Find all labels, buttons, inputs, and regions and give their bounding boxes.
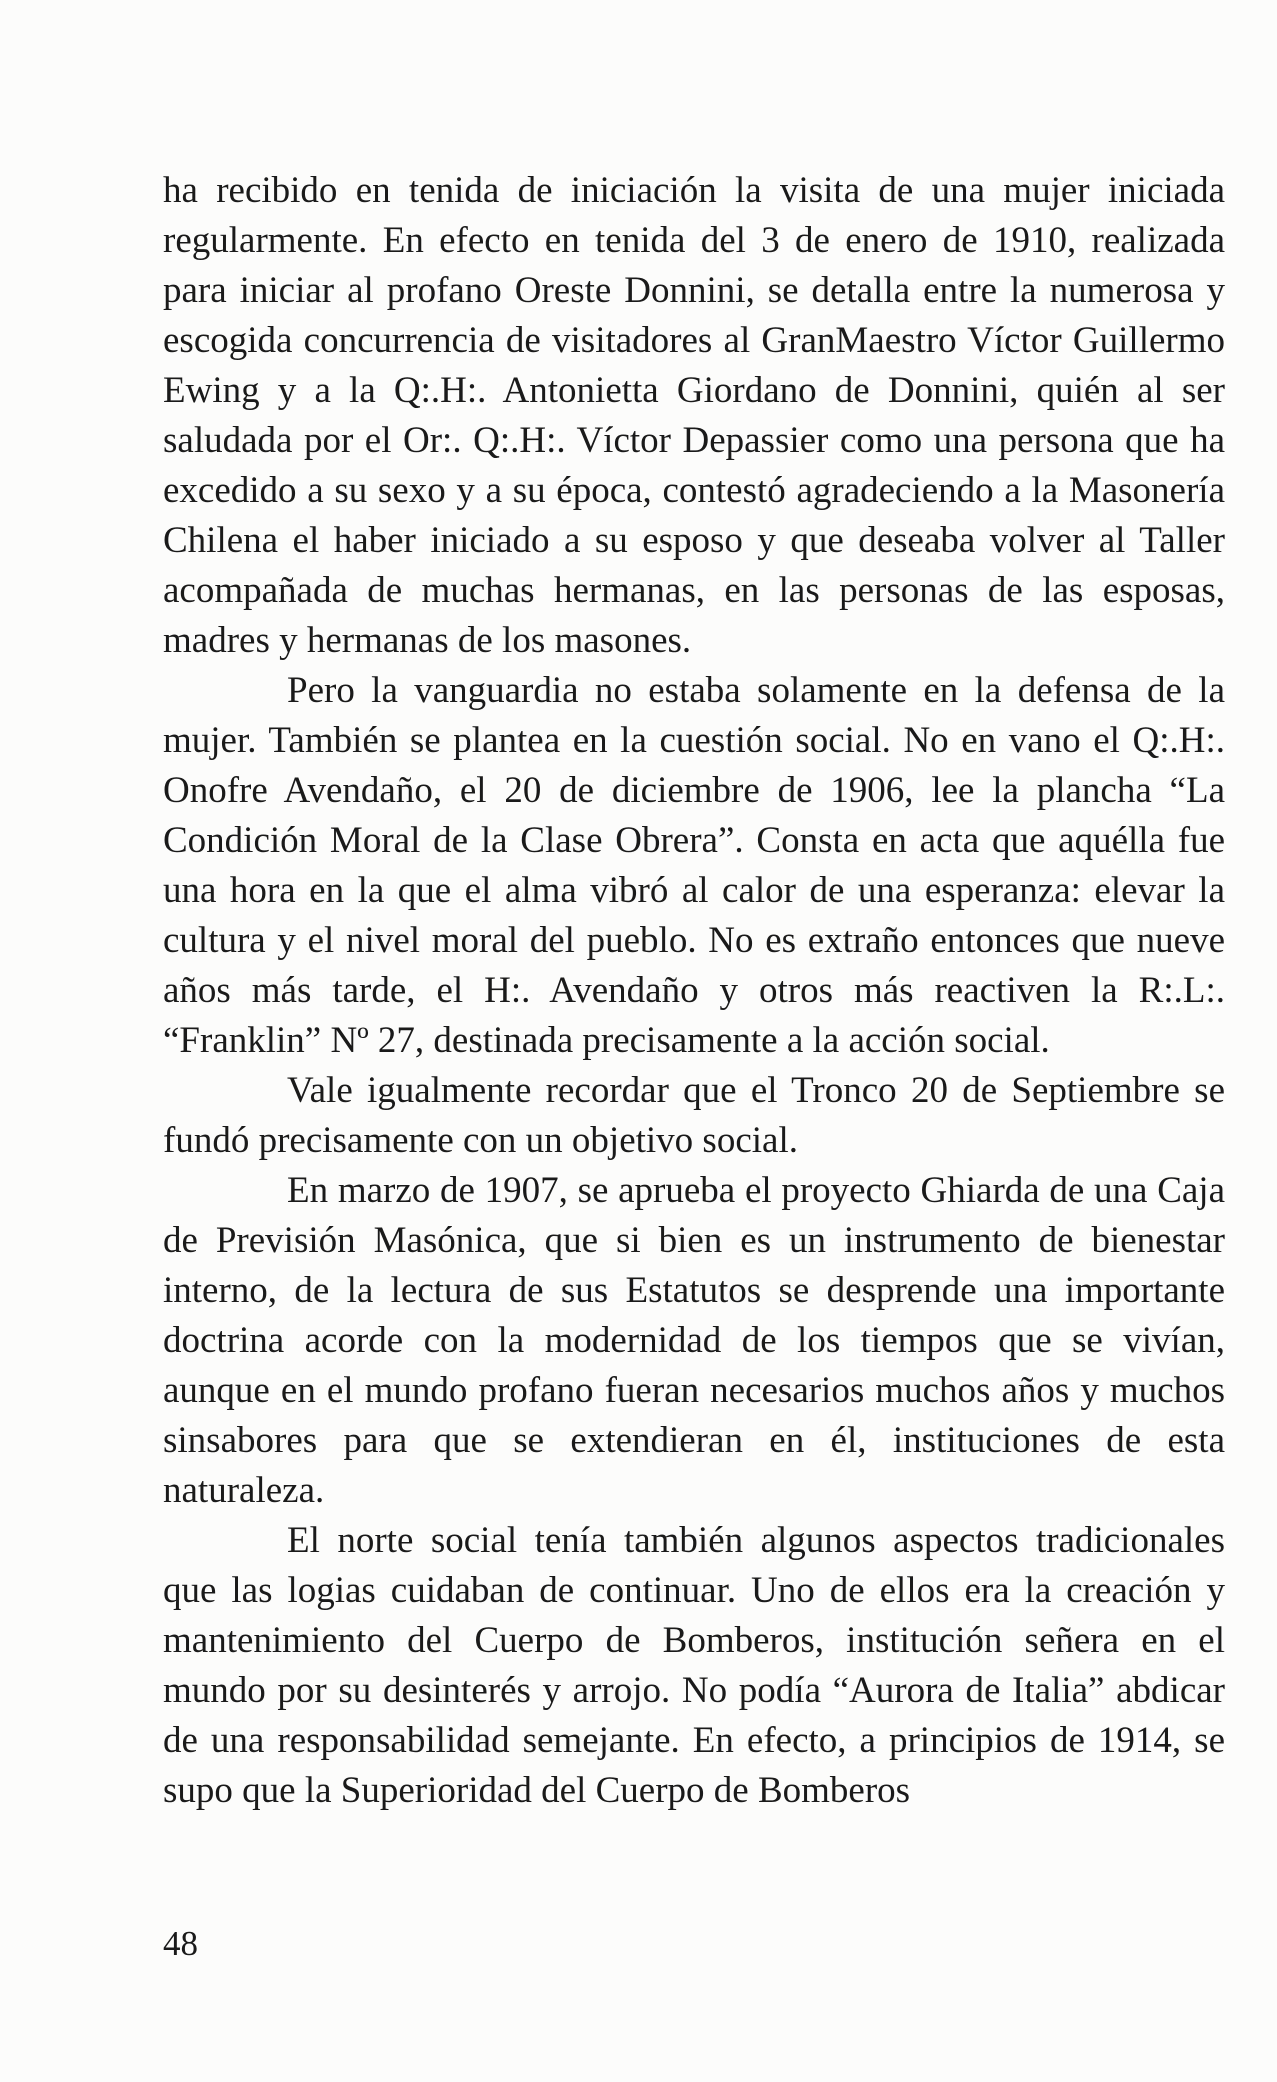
- page-number: 48: [163, 1924, 198, 1963]
- body-text: [163, 166, 1225, 1816]
- paragraph-vanguardia: Pero la vanguardia no estaba solamente en la defensa de la mujer. También se plantea en la cuestión social. No en vano el Q:.H:. Onofre Avendaño, el 20 de diciembre de 1906, lee la plancha “La Condición Moral de la Clase Obrera”. Consta en acta que aquélla fue una hora en la que el alma vibró al calor de una esperanza: elevar la cultura y el nivel moral del pueblo. No es extraño entonces que nueve años más tarde, el H:. Avendaño y otros más reactiven la R:.L:. “Franklin” Nº 27, destinada precisamente a la acción social.: [163, 670, 1225, 1061]
- paragraph-caja-prevision: En marzo de 1907, se aprueba el proyecto Ghiarda de una Caja de Previsión Masónica, que si bien es un instrumento de bienestar interno, de la lectura de sus Estatutos se desprende una importante doctrina acorde con la modernidad de los tiempos que se vivían, aunque en el mundo profano fueran necesarios muchos años y muchos sinsabores para que se extendieran en él, instituciones de esta naturaleza.: [163, 1170, 1225, 1511]
- paragraph-continuation: ha recibido en tenida de iniciación la visita de una mujer iniciada regularmente. En efecto en tenida del 3 de enero de 1910, realizada para iniciar al profano Oreste Donnini, se detalla entre la numerosa y escogida concurrencia de visitadores al GranMaestro Víctor Guillermo Ewing y a la Q:.H:. Antonietta Giordano de Donnini, quién al ser saludada por el Or:. Q:.H:. Víctor Depassier como una persona que ha excedido a su sexo y a su época, contestó agradeciendo a la Masonería Chilena el haber iniciado a su esposo y que deseaba volver al Taller acompañada de muchas hermanas, en las personas de las esposas, madres y hermanas de los masones.: [163, 170, 1225, 661]
- paragraph-bomberos: El norte social tenía también algunos aspectos tradicionales que las logias cuidaban de continuar. Uno de ellos era la creación y mantenimiento del Cuerpo de Bomberos, institución señera en el mundo por su desinterés y arrojo. No podía “Aurora de Italia” abdicar de una responsabilidad semejante. En efecto, a principios de 1914, se supo que la Superioridad del Cuerpo de Bomberos: [163, 1520, 1225, 1811]
- paragraph-tronco: Vale igualmente recordar que el Tronco 20 de Septiembre se fundó precisamente con un objetivo social.: [163, 1070, 1225, 1161]
